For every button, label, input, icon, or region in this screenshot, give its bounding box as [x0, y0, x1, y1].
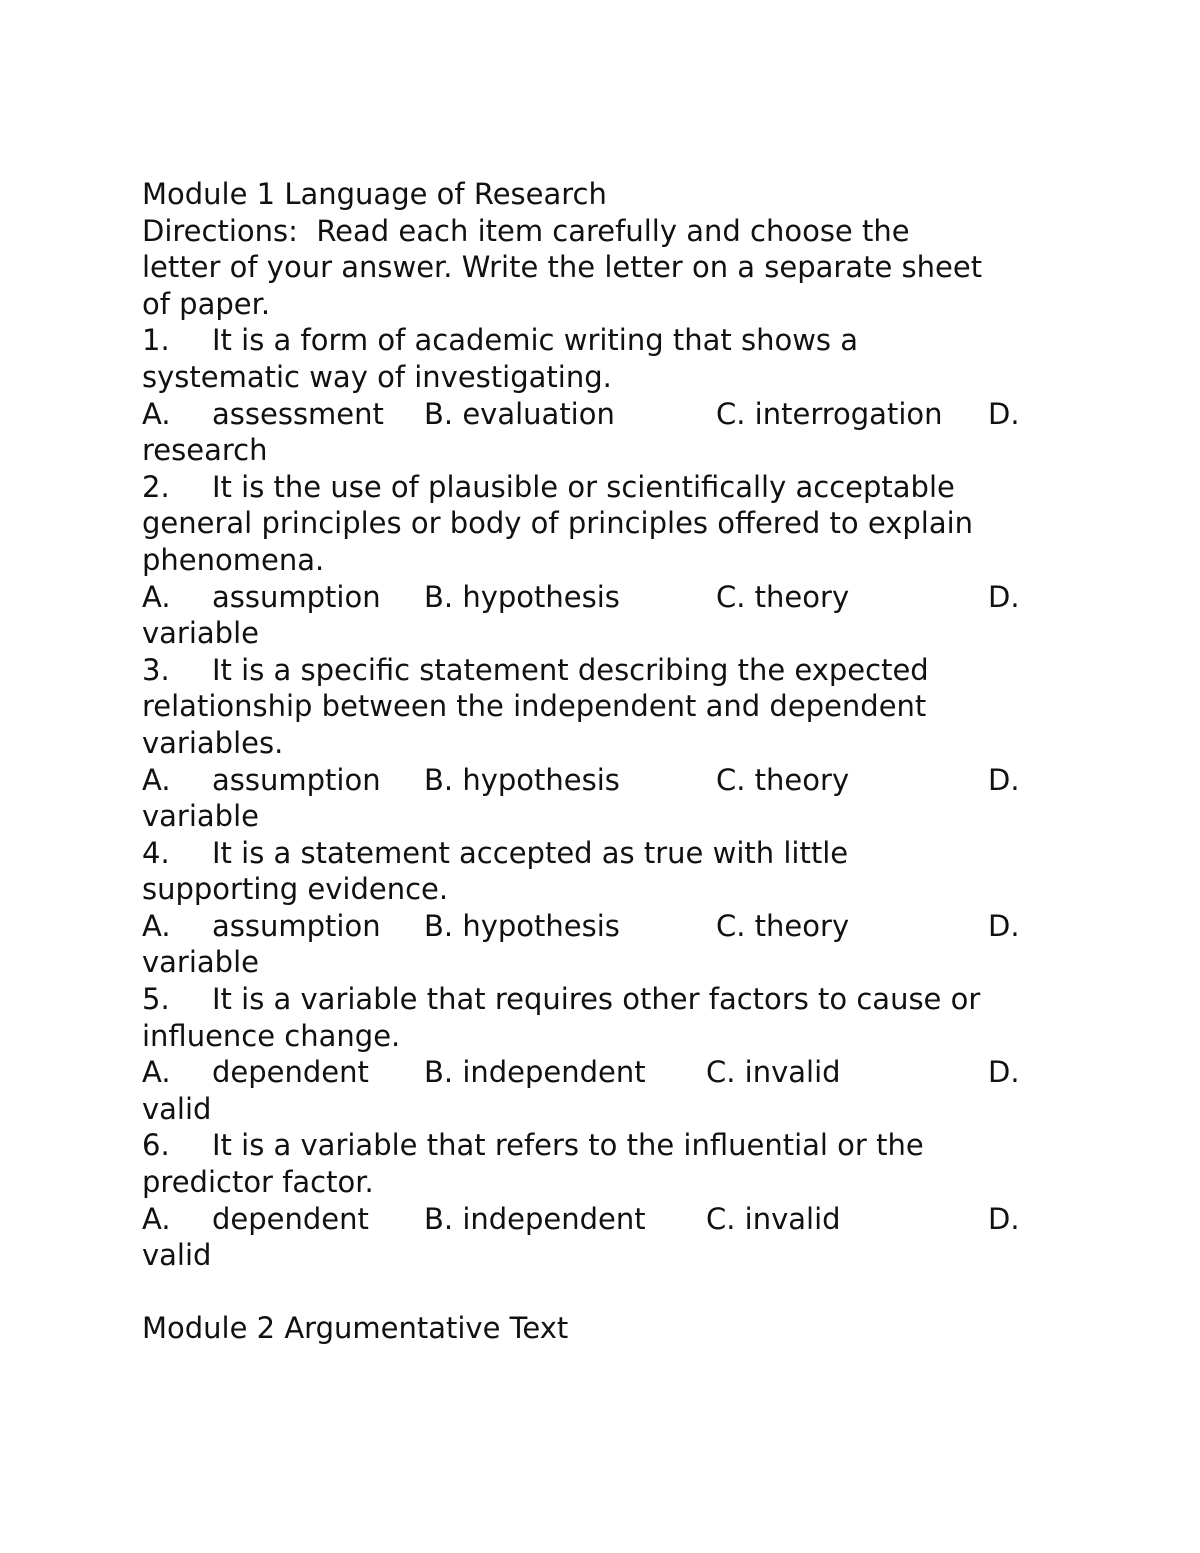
question-6-number: 6. — [142, 1128, 170, 1163]
question-6-option-a-letter: A. — [142, 1201, 171, 1236]
question-1-stem-text-1: It is a form of academic writing that shows a — [212, 323, 859, 358]
question-2-option-a-letter: A. — [142, 579, 171, 614]
question-4-option-d-letter: D. — [988, 908, 1020, 943]
question-3-stem-line-3: variables. — [142, 725, 284, 760]
question-5-option-d: valid — [142, 1091, 212, 1126]
question-2-option-a: assumption — [212, 579, 381, 614]
question-1-option-d: research — [142, 433, 268, 468]
question-4-stem-line-2: supporting evidence. — [142, 872, 449, 907]
question-6 — [142, 1127, 1062, 1273]
question-2-stem-text-1: It is the use of plausible or scientifically acceptable — [212, 469, 955, 504]
question-3-option-d: variable — [142, 799, 259, 834]
question-3-option-a: assumption — [212, 762, 381, 797]
question-4-options — [142, 908, 1062, 945]
module-2-title: Module 2 Argumentative Text — [142, 1311, 569, 1346]
question-1-stem-line-2: systematic way of investigating. — [142, 359, 612, 394]
question-4-stem-text-1: It is a statement accepted as true with little — [212, 835, 849, 870]
question-5-stem-text-1: It is a variable that requires other factors to cause or — [212, 982, 981, 1017]
question-4-option-c: C. theory — [716, 908, 850, 943]
question-3 — [142, 652, 1062, 835]
module-1-title: Module 1 Language of Research — [142, 177, 607, 211]
question-5-number: 5. — [142, 982, 170, 1017]
question-1-option-c: C. interrogation — [716, 396, 943, 431]
question-1-option-d-letter: D. — [988, 396, 1020, 431]
question-3-stem-line-2: relationship between the independent and dependent — [142, 689, 927, 724]
question-2-option-d-letter: D. — [988, 579, 1020, 614]
question-1-options — [142, 396, 1062, 433]
question-6-stem-text-1: It is a variable that refers to the influential or the — [212, 1128, 924, 1163]
question-3-stem-text-1: It is a specific statement describing the expected — [212, 652, 929, 687]
question-5 — [142, 981, 1062, 1127]
question-4-number: 4. — [142, 835, 170, 870]
question-3-option-d-letter: D. — [988, 762, 1020, 797]
question-5-option-d-letter: D. — [988, 1055, 1020, 1090]
document-content — [142, 176, 1062, 1347]
question-5-options — [142, 1054, 1062, 1091]
question-6-option-a: dependent — [212, 1201, 369, 1236]
question-6-stem-line-1 — [142, 1127, 1062, 1164]
question-1-number: 1. — [142, 323, 170, 358]
question-5-option-c: C. invalid — [706, 1055, 841, 1090]
question-3-option-a-letter: A. — [142, 762, 171, 797]
question-5-stem-line-2: influence change. — [142, 1018, 401, 1053]
question-6-option-b: B. independent — [424, 1201, 646, 1236]
question-1 — [142, 322, 1062, 468]
directions-line-1: Directions: Read each item carefully and choose the — [142, 213, 910, 248]
question-6-option-c: C. invalid — [706, 1201, 841, 1236]
question-3-number: 3. — [142, 652, 170, 687]
question-4-option-a-letter: A. — [142, 908, 171, 943]
question-3-option-c: C. theory — [716, 762, 850, 797]
question-5-option-b: B. independent — [424, 1055, 646, 1090]
question-5-option-a-letter: A. — [142, 1055, 171, 1090]
question-1-option-a: assessment — [212, 396, 384, 431]
question-4-option-a: assumption — [212, 908, 381, 943]
question-6-option-d: valid — [142, 1238, 212, 1273]
question-2-stem-line-3: phenomena. — [142, 542, 325, 577]
question-1-option-b: B. evaluation — [424, 396, 615, 431]
question-6-stem-line-2: predictor factor. — [142, 1165, 374, 1200]
question-2-option-b: B. hypothesis — [424, 579, 620, 614]
question-2-option-c: C. theory — [716, 579, 850, 614]
question-2-options — [142, 579, 1062, 616]
blank-line — [142, 1274, 1062, 1311]
question-5-option-a: dependent — [212, 1055, 369, 1090]
question-2-option-d: variable — [142, 616, 259, 651]
question-1-stem-line-1 — [142, 322, 1062, 359]
question-5-stem-line-1 — [142, 981, 1062, 1018]
question-3-stem-line-1 — [142, 652, 1062, 689]
question-4-option-b: B. hypothesis — [424, 908, 620, 943]
question-1-option-a-letter: A. — [142, 396, 171, 431]
directions-line-3: of paper. — [142, 286, 271, 321]
question-2-stem-line-1 — [142, 469, 1062, 506]
question-3-options — [142, 762, 1062, 799]
question-2 — [142, 469, 1062, 652]
question-4 — [142, 835, 1062, 981]
question-3-option-b: B. hypothesis — [424, 762, 620, 797]
question-2-stem-line-2: general principles or body of principles offered to explain — [142, 506, 974, 541]
question-2-number: 2. — [142, 469, 170, 504]
question-6-option-d-letter: D. — [988, 1201, 1020, 1236]
directions-line-2: letter of your answer. Write the letter on a separate sheet — [142, 250, 983, 285]
question-4-stem-line-1 — [142, 835, 1062, 872]
question-4-option-d: variable — [142, 945, 259, 980]
question-6-options — [142, 1201, 1062, 1238]
